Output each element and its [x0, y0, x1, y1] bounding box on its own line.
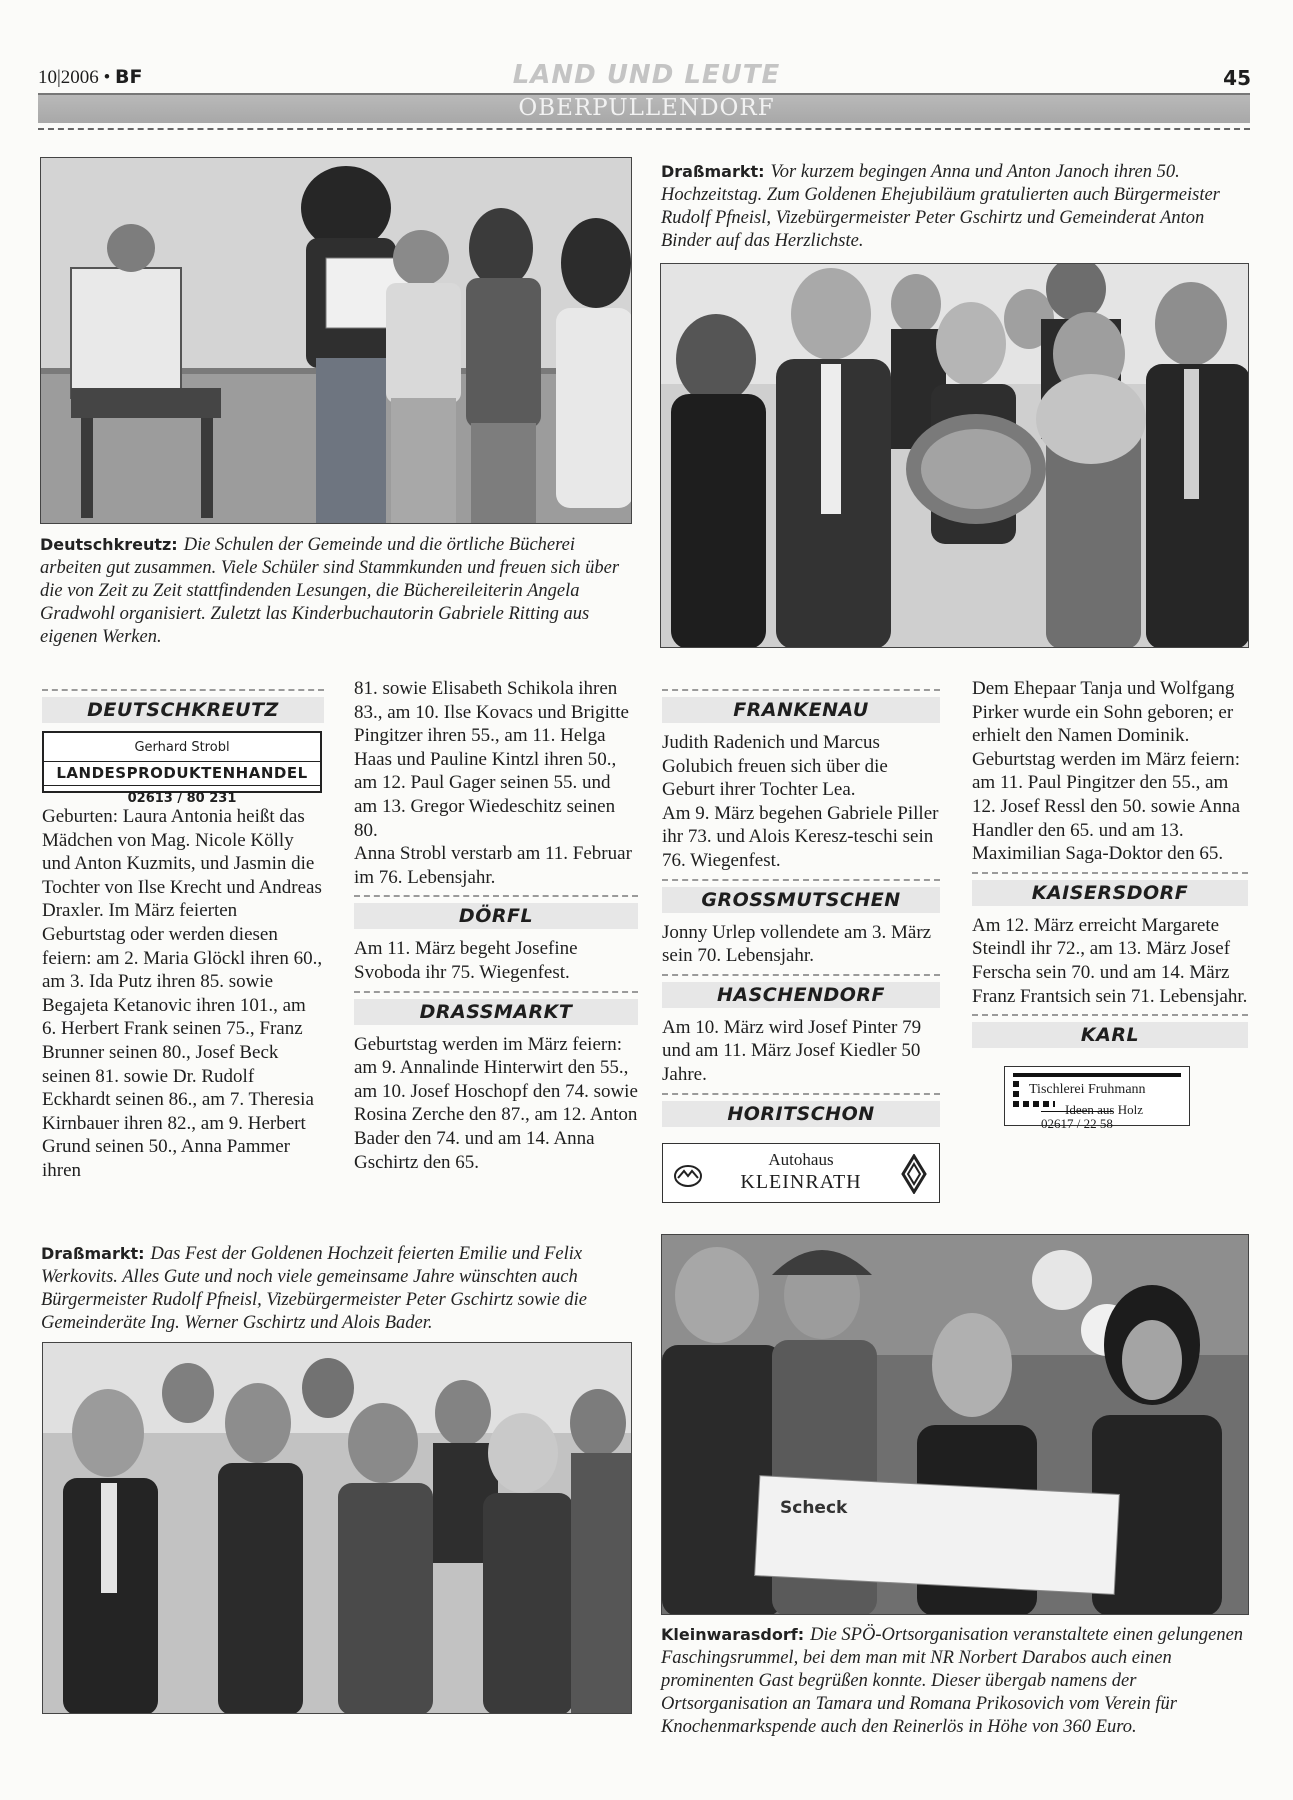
heading-deutschkreutz: DEUTSCHKREUTZ — [42, 687, 324, 725]
caption-drassmarkt-werkovits: Draßmarkt: Das Fest der Goldenen Hochzeit feierten Emilie und Felix Werkovits. Alles Gute und noch viele gemeinsame Jahre wünschten auch Bürgermeister Rudolf Pfneisl, Vizebürgermeister Peter Gschirtz sowie die Gemeinderäte Ing. Werner Gschirtz und Alois Bader. — [41, 1244, 588, 1333]
header-divider — [38, 128, 1250, 130]
region-title: OBERPULLENDORF — [518, 95, 775, 121]
text-drassmarkt: Geburtstag werden im März feiern: am 9. Annalinde Hinterwirt den 55., am 10. Josef Hoschopf den 74. sowie Rosina Zerche den 87., am 12. Anton Bader den 74. und am 14. Anna Gschirtz den 65. — [354, 1033, 638, 1173]
heading-karl: KARL — [972, 1012, 1248, 1050]
ad-strobl: Gerhard Strobl LANDESPRODUKTENHANDEL 02613 / 80 231 — [42, 731, 322, 793]
renault-logo-icon — [901, 1154, 927, 1194]
photo-deutschkreutz-reading — [40, 157, 632, 524]
ad-autohaus-kleinrath: Autohaus KLEINRATH — [662, 1143, 940, 1203]
text-horitschon-birthdays: Geburtstag werden im März feiern: am 11. Paul Pingitzer den 55., am 12. Josef Ressl den 50. sowie Anna Handler den 65. und am 13. Maximilian Saga-Doktor den 65. — [972, 748, 1241, 865]
page-number: 45 — [1223, 66, 1251, 90]
section-title: LAND UND LEUTE — [512, 60, 781, 90]
scheck-label: Scheck — [780, 1498, 848, 1518]
column-horitschon-kaisersdorf — [972, 677, 1248, 1132]
mazda-logo-icon — [673, 1164, 703, 1188]
text-grossmutschen: Jonny Urlep vollendete am 3. März sein 70. Lebensjahr. — [662, 921, 932, 967]
text-frankenau-birthdays: Am 9. März begehen Gabriele Piller ihr 73. und Alois Keresz-teschi sein 76. Wiegenfest. — [662, 802, 939, 871]
column-deutschkreutz — [42, 683, 324, 1183]
text-kaisersdorf: Am 12. März erreicht Margarete Steindl ihr 72., am 13. März Josef Ferscha sein 70. und am 14. März Franz Frantsich sein 71. Lebensjahr. — [972, 914, 1248, 1007]
column-frankenau — [662, 683, 940, 1203]
column-doerfl-drassmarkt — [354, 677, 638, 1174]
text-deutschkreutz-continued: 81. sowie Elisabeth Schikola ihren 83., am 10. Ilse Kovacs und Brigitte Pingitzer ihren 55., am 11. Helga Haas und Pauline Kintzl ihren 50., am 12. Paul Gager seinen 55. und am 13. Gregor Wiedeschitz seinen 80. — [354, 678, 629, 841]
photo-drassmarkt-werkovits — [42, 1342, 632, 1714]
photo-drassmarkt-janoch — [660, 263, 1249, 648]
heading-doerfl: DÖRFL — [354, 893, 638, 931]
heading-grossmutschen: GROSSMUTSCHEN — [662, 877, 940, 915]
heading-kaisersdorf: KAISERSDORF — [972, 870, 1248, 908]
text-haschendorf: Am 10. März wird Josef Pinter 79 und am 11. März Josef Kiedler 50 Jahre. — [662, 1016, 922, 1085]
text-doerfl: Am 11. März begeht Josefine Svoboda ihr 75. Wiegenfest. — [354, 938, 578, 983]
heading-haschendorf: HASCHENDORF — [662, 972, 940, 1010]
text-frankenau-birth: Judith Radenich und Marcus Golubich freuen sich über die Geburt ihrer Tochter Lea. — [662, 732, 888, 801]
caption-kleinwarasdorf: Kleinwarasdorf: Die SPÖ-Ortsorganisation veranstaltete einen gelungenen Faschingsrummel, bei dem man mit NR Norbert Darabos auch einen prominenten Gast begrüßen konnte. Dieser übergab namens der Ortsorganisation an Tamara und Romana Prikosovich vom Verein für Knochenmarkspende auch den Reinerlös in Höhe von 360 Euro. — [661, 1625, 1244, 1737]
text-deutschkreutz-obituary: Anna Strobl verstarb am 11. Februar im 76. Lebensjahr. — [354, 843, 632, 888]
heading-drassmarkt: DRASSMARKT — [354, 989, 638, 1027]
heading-frankenau: FRANKENAU — [662, 687, 940, 725]
publication-name: BF — [114, 66, 143, 88]
text-deutschkreutz-news: Geburten: Laura Antonia heißt das Mädchen von Mag. Nicole Kölly und Anton Kuzmits, und Jasmin die Tochter von Ilse Krecht und Andreas Draxler. Im März feierten Geburtstag oder werden diesen feiern: am 2. Maria Glöckl ihren 60., am 3. Ida Putz ihren 85. sowie Begajeta Ketanovic ihren 101., am 6. Herbert Frank seinen 75., Franz Brunner seinen 80., Josef Beck seinen 81. sowie Dr. Rudolf Eckhardt seinen 86., am 7. Theresia Kirnbauer ihren 82., am 9. Herbert Grund seinen 50., Anna Pammer ihren — [42, 806, 323, 1181]
ad-tischlerei-fruhmann: Tischlerei Fruhmann Ideen aus Holz 02617 / 22 58 — [1004, 1066, 1190, 1126]
text-horitschon-birth: Dem Ehepaar Tanja und Wolfgang Pirker wurde ein Sohn geboren; er erhielt den Namen Dominik. — [972, 678, 1235, 747]
caption-drassmarkt-janoch: Draßmarkt: Vor kurzem begingen Anna und Anton Janoch ihren 50. Hochzeitstag. Zum Goldenen Ehejubiläum gratulierten auch Bürgermeister Rudolf Pfneisl, Vizebürgermeister Peter Gschirtz und Gemeinderat Anton Binder auf das Herzlichste. — [661, 162, 1220, 251]
photo-kleinwarasdorf — [661, 1234, 1249, 1615]
issue-label: 10|2006 • BF — [38, 66, 143, 88]
heading-horitschon: HORITSCHON — [662, 1091, 940, 1129]
caption-deutschkreutz: Deutschkreutz: Die Schulen der Gemeinde und die örtliche Bücherei arbeiten gut zusammen. Viele Schüler sind Stammkunden und freuen sich über die von Zeit zu Zeit stattfindenden Lesungen, die Büchereileiterin Angela Gradwohl organisiert. Zuletzt las Kinderbuchautorin Gabriele Ritting aus eigenen Werken. — [40, 535, 620, 647]
